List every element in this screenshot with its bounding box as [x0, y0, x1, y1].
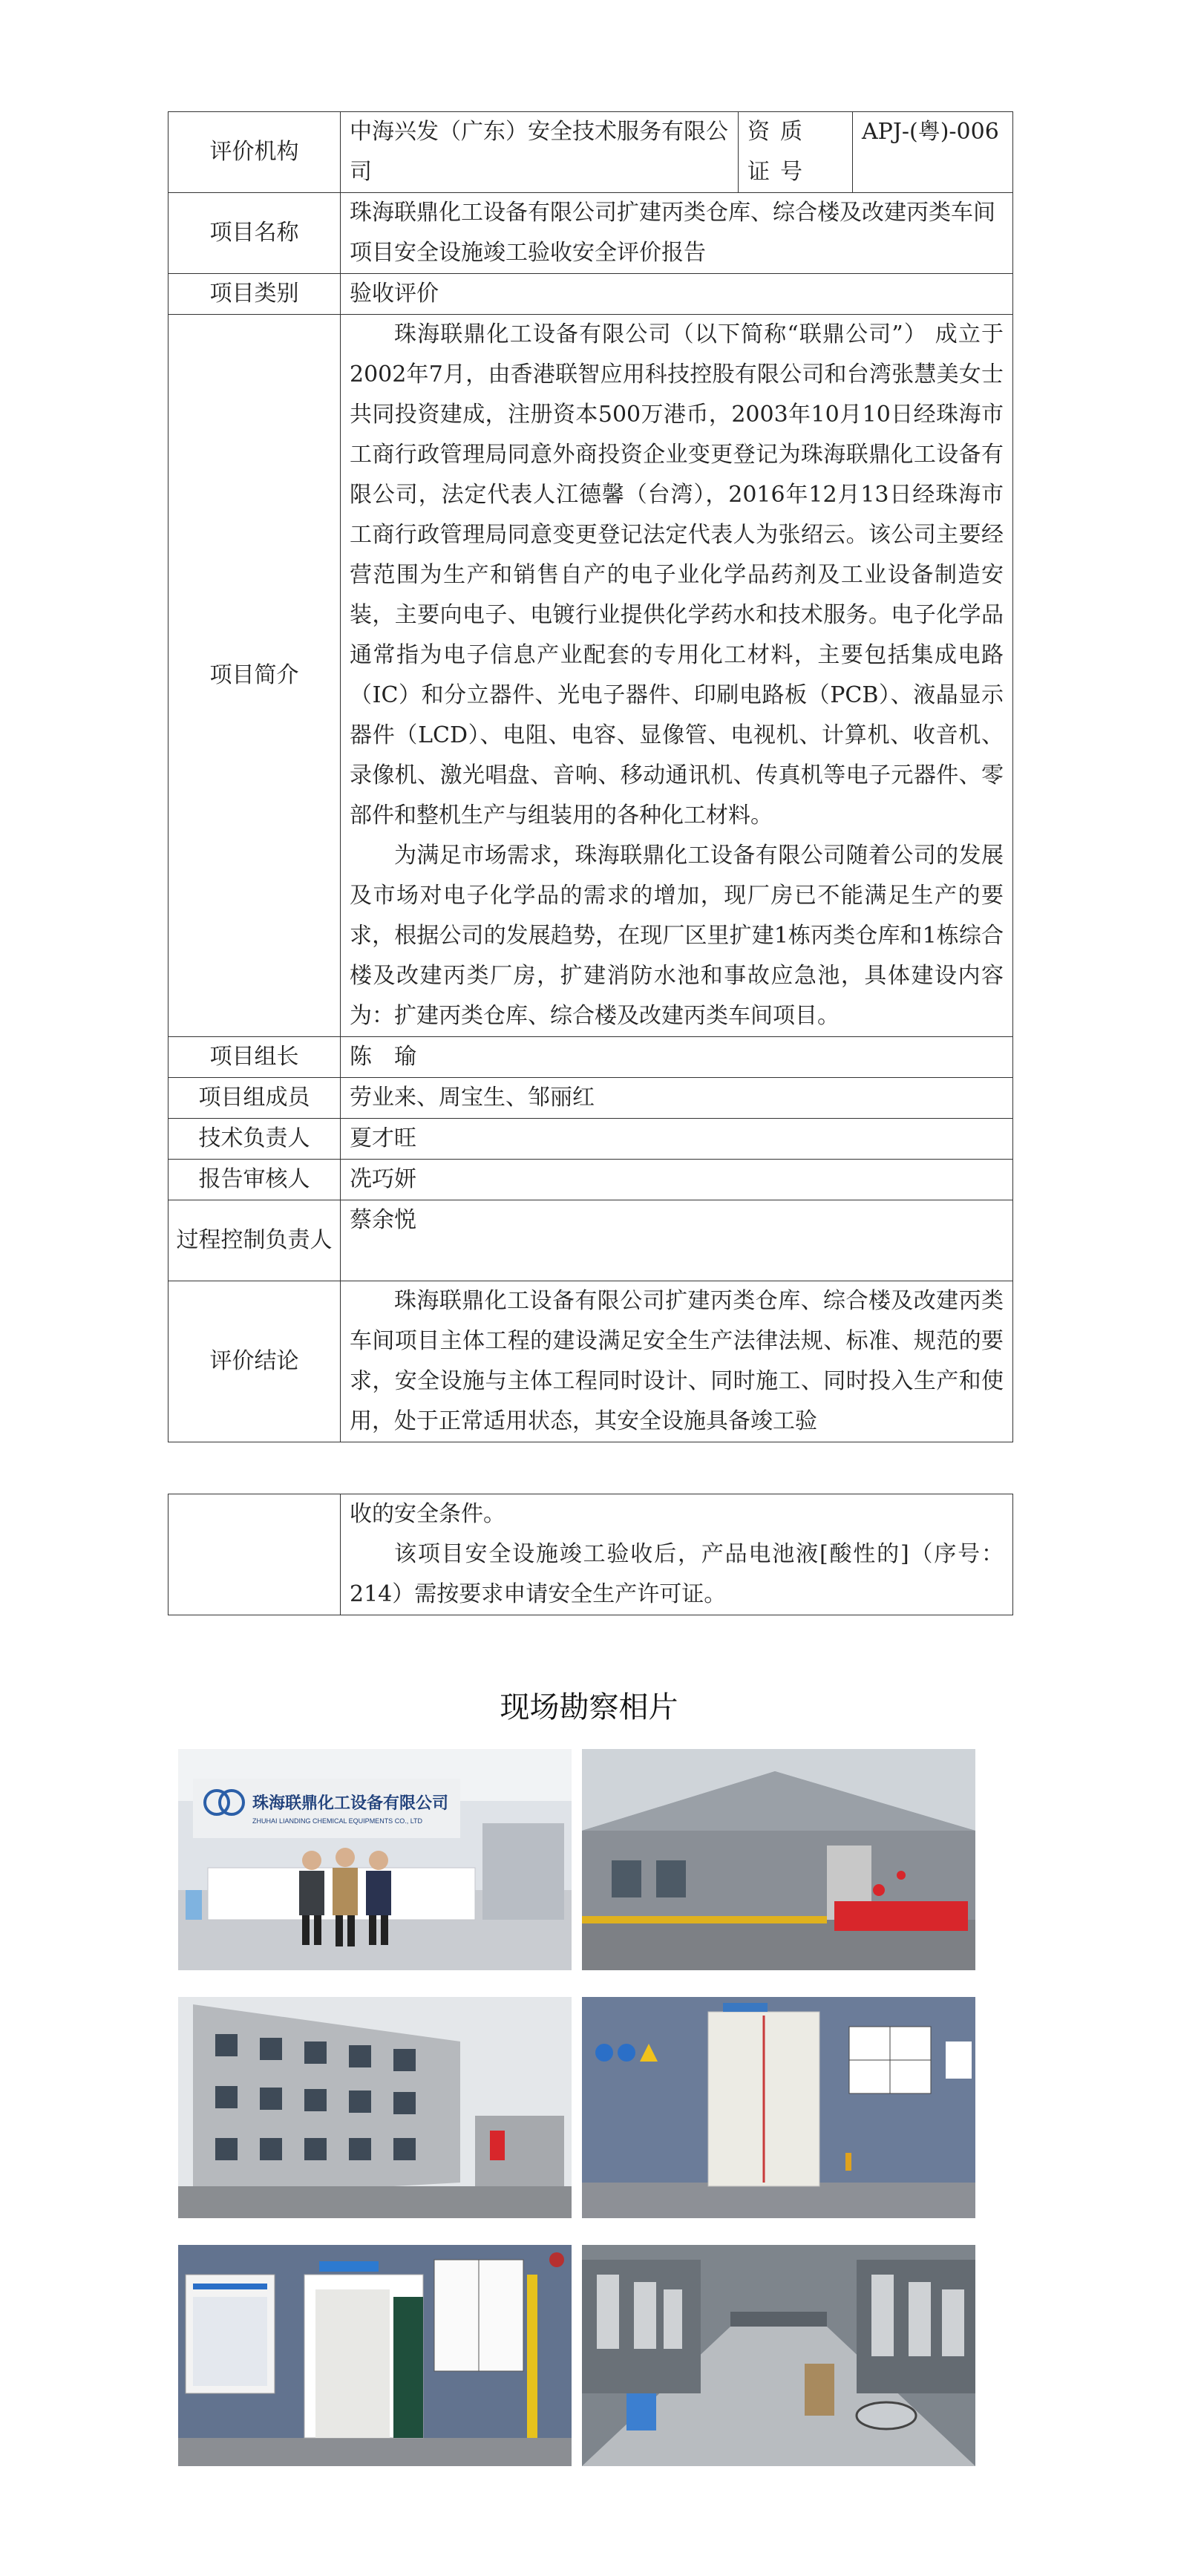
- site-photo-reception: [178, 1749, 572, 1970]
- conclusion-paragraph-1b: 收的安全条件。: [350, 1501, 505, 1527]
- conclusion-label: 评价结论: [168, 1281, 341, 1442]
- conclusion-paragraph-2: 该项目安全设施竣工验收后，产品电池液[酸性的]（序号：214）需按要求申请安全生产许可证。: [350, 1541, 1004, 1607]
- row-process-control: [168, 1200, 1013, 1281]
- row-project-name: [168, 193, 1013, 274]
- photos-heading: 现场勘察相片: [500, 1690, 678, 1725]
- conclusion-label-empty: [168, 1494, 341, 1615]
- row-org: [168, 112, 1013, 193]
- row-reviewer: [168, 1160, 1013, 1200]
- intro-paragraph-1: 珠海联鼎化工设备有限公司（以下简称“联鼎公司”） 成立于2002年7月，由香港联智应用科技控股有限公司和台湾张慧美女士共同投资建成，注册资本500万港币，2003年10月10日经珠海市工商行政管理局同意外商投资企业变更登记为珠海联鼎化工设备有限公司，法定代表人江德馨（台湾），2016年12月13日经珠海市工商行政管理局同意变更登记法定代表人为张绍云。该公司主要经营范围为生产和销售自产的电子业化学品药剂及工业设备制造安装，主要向电子、电镀行业提供化学药水和技术服务。电子化学品通常指为电子信息产业配套的专用化工材料，主要包括集成电路（IC）和分立器件、光电子器件、印刷电路板（PCB）、液晶显示器件（LCD）、电阻、电容、显像管、电视机、计算机、收音机、录像机、激光唱盘、音响、移动通讯机、传真机等电子元器件、零部件和整机生产与组装用的各种化工材料。: [350, 321, 1004, 828]
- complex-building-photo-illustration: [178, 1997, 572, 2218]
- row-conclusion-continued: [168, 1494, 1013, 1615]
- process-value: 蔡余悦: [341, 1200, 1013, 1281]
- name-value: 珠海联鼎化工设备有限公司扩建丙类仓库、综合楼及改建丙类车间项目安全设施竣工验收安全评价报告: [341, 193, 1013, 274]
- site-photo-door: [582, 1997, 975, 2218]
- category-label: 项目类别: [168, 274, 341, 315]
- conclusion-cell: [341, 1281, 1013, 1442]
- evaluation-info-table-continued: [168, 1494, 1013, 1615]
- row-intro: [168, 315, 1013, 1037]
- org-label: 评价机构: [168, 112, 341, 193]
- site-photo-entrance: [178, 2245, 572, 2466]
- leader-label: 项目组长: [168, 1037, 341, 1078]
- row-category: [168, 274, 1013, 315]
- site-photo-workshop: [582, 2245, 975, 2466]
- members-label: 项目组成员: [168, 1078, 341, 1119]
- members-value: 劳业来、周宝生、邹丽红: [341, 1078, 1013, 1119]
- site-photo-complex-building: [178, 1997, 572, 2218]
- name-label: 项目名称: [168, 193, 341, 274]
- reviewer-value: 冼巧妍: [341, 1160, 1013, 1200]
- entrance-photo-illustration: [178, 2245, 572, 2466]
- row-leader: [168, 1037, 1013, 1078]
- intro-cell: [341, 315, 1013, 1037]
- reception-photo-illustration: [178, 1749, 572, 1970]
- cert-label: 资质证号: [739, 112, 853, 193]
- conclusion-paragraph-1a: 珠海联鼎化工设备有限公司扩建丙类仓库、综合楼及改建丙类车间项目主体工程的建设满足安全生产法律法规、标准、规范的要求，安全设施与主体工程同时设计、同时施工、同时投入生产和使用，处于正常适用状态，其安全设施具备竣工验: [350, 1288, 1004, 1434]
- sign-main-text: 珠海联鼎化工设备有限公司: [252, 1794, 449, 1812]
- row-members: [168, 1078, 1013, 1119]
- sign-sub-text: ZHUHAI LIANDING CHEMICAL EQUIPMENTS CO., LTD: [252, 1817, 423, 1825]
- category-value: 验收评价: [341, 274, 1013, 315]
- reviewer-label: 报告审核人: [168, 1160, 341, 1200]
- process-label: 过程控制负责人: [168, 1200, 341, 1281]
- row-tech-lead: [168, 1119, 1013, 1160]
- conclusion-cell-continued: [341, 1494, 1013, 1615]
- org-value: 中海兴发（广东）安全技术服务有限公司: [341, 112, 739, 193]
- intro-paragraph-2: 为满足市场需求，珠海联鼎化工设备有限公司随着公司的发展及市场对电子化学品的需求的增加，现厂房已不能满足生产的要求，根据公司的发展趋势，在现厂区里扩建1栋丙类仓库和1栋综合楼及改建丙类厂房，扩建消防水池和事故应急池，具体建设内容为：扩建丙类仓库、综合楼及改建丙类车间项目。: [350, 843, 1004, 1029]
- site-photo-building-exterior: [582, 1749, 975, 1970]
- tech-label: 技术负责人: [168, 1119, 341, 1160]
- cert-value: APJ-(粤)-006: [853, 112, 1013, 193]
- evaluation-info-table: [168, 111, 1013, 1442]
- leader-value: 陈 瑜: [341, 1037, 1013, 1078]
- workshop-photo-illustration: [582, 2245, 975, 2466]
- intro-label: 项目简介: [168, 315, 341, 1037]
- door-photo-illustration: [582, 1997, 975, 2218]
- tech-value: 夏才旺: [341, 1119, 1013, 1160]
- row-conclusion: [168, 1281, 1013, 1442]
- building-exterior-photo-illustration: [582, 1749, 975, 1970]
